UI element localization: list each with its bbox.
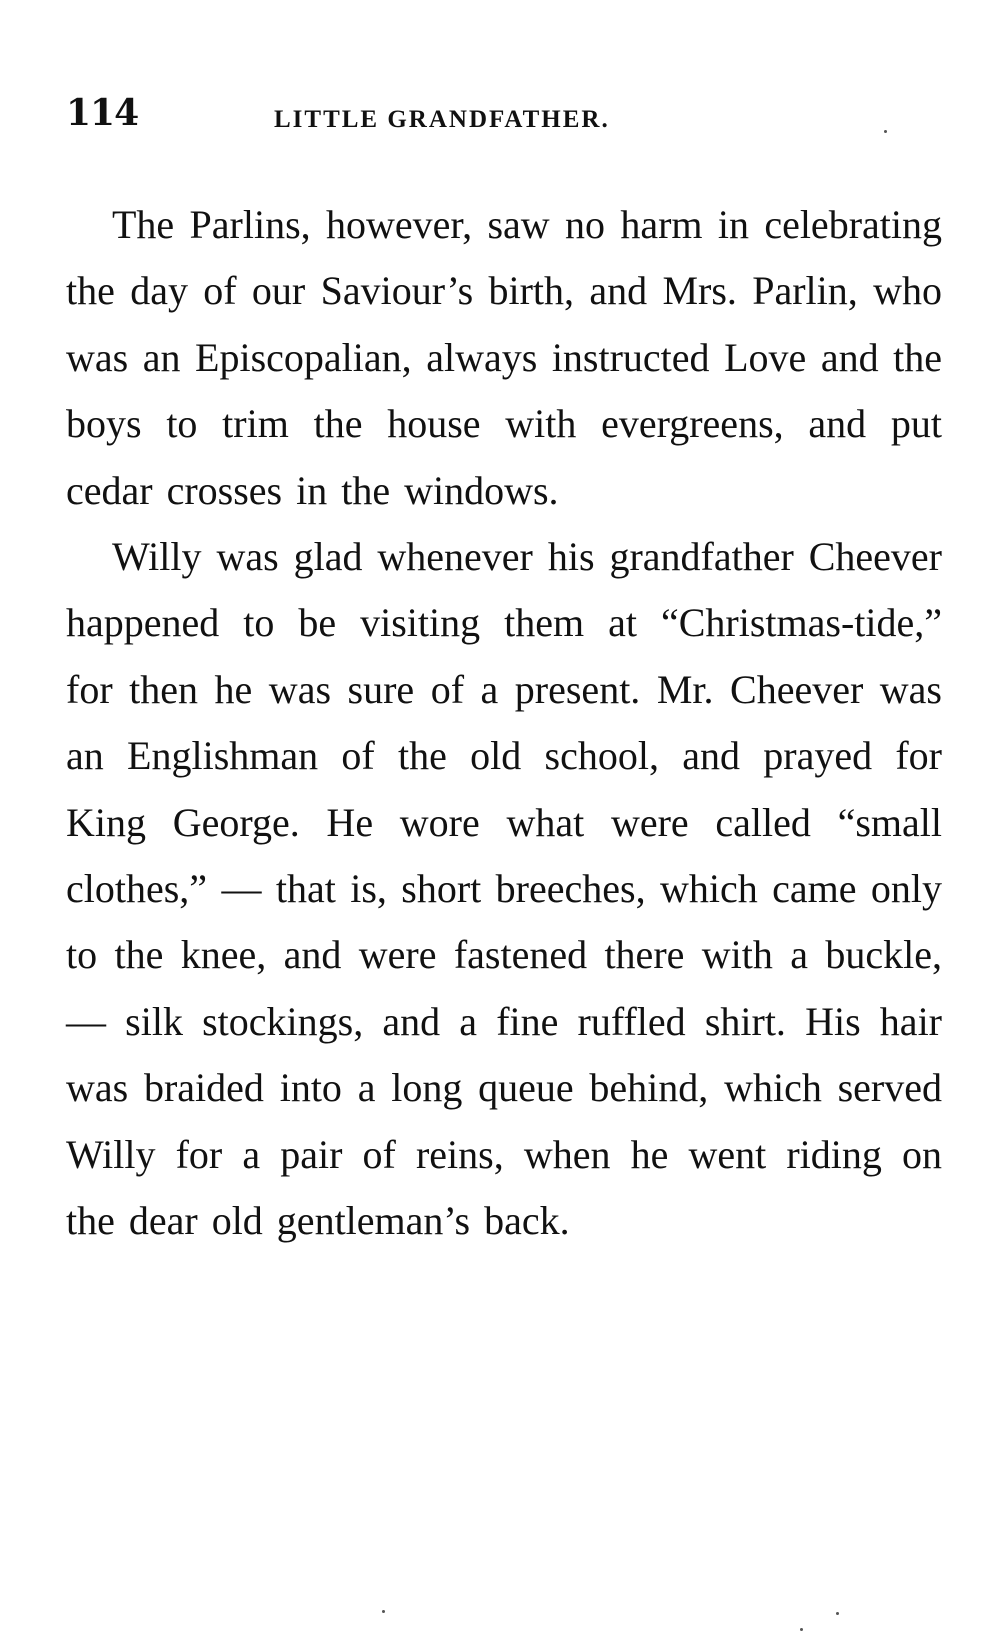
paragraph-1: The Parlins, however, saw no harm in celebrating the day of our Saviour’s birth, and Mrs. Parlin, who was an Episcopalian, always instructed Love and the boys to trim the house with evergreens, and put cedar crosses in the windows. [66,202,942,513]
print-speck [800,1628,803,1631]
print-speck [382,1610,385,1613]
page-number: 114 [66,92,139,134]
running-head: LITTLE GRANDFATHER. [274,106,610,133]
paragraph-2: Willy was glad whenever his grandfather Cheever happened to be visiting them at “Christmas-tide,” for then he was sure of a present. Mr. Cheever was an Englishman of the old school, and prayed for King George. He wore what were called “small clothes,” — that is, short breeches, which came only to the knee, and were fastened there with a buckle, — silk stockings, and a fine ruffled shirt. His hair was braided into a long queue behind, which served Willy for a pair of reins, when he went riding on the dear old gentleman’s back. [66,534,942,1244]
print-speck [884,130,887,133]
page-header [66,92,930,152]
body-text [66,192,942,1255]
print-speck [836,1612,839,1615]
